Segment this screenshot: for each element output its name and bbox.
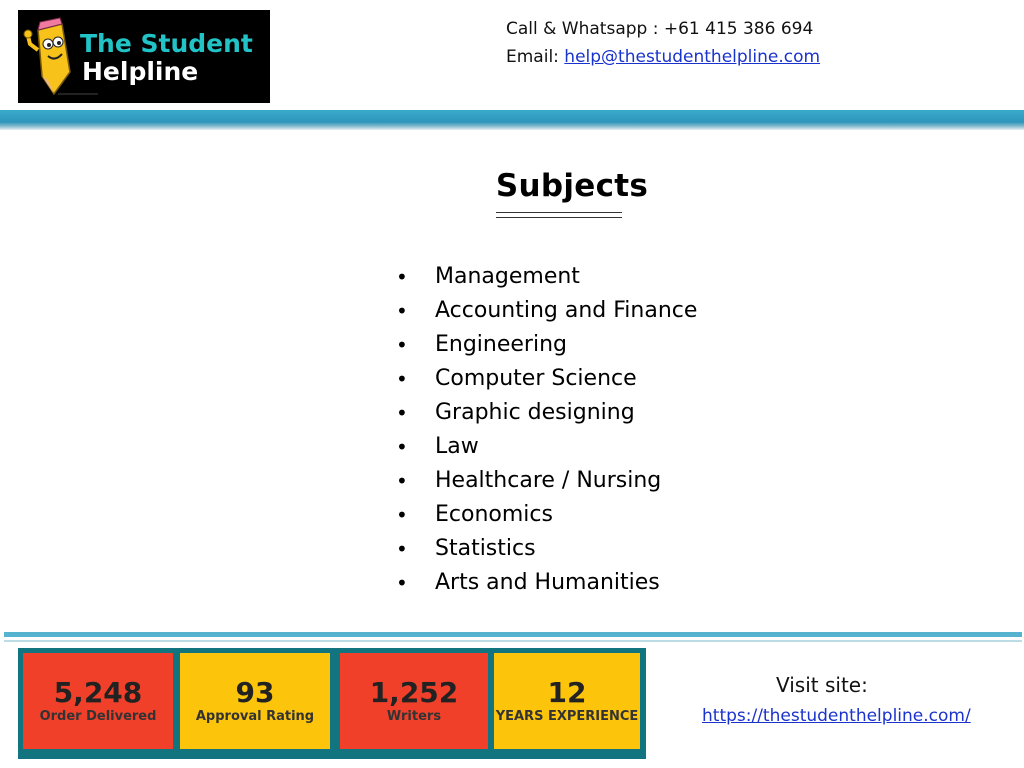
list-item (396, 396, 697, 430)
stat-tile-approval (180, 653, 330, 749)
website-link[interactable]: https://thestudenthelpline.com/ (702, 706, 971, 726)
phone-text: Call & Whatsapp : +61 415 386 694 (506, 19, 814, 39)
stat-label: Writers (386, 709, 442, 724)
subjects-list (396, 260, 697, 600)
list-item (396, 464, 697, 498)
stat-label: Order Delivered (39, 709, 157, 724)
subject-label: Management (435, 264, 580, 289)
logo-subtitle: Helpline (82, 57, 199, 86)
subject-label: Economics (435, 502, 553, 527)
contact-info (506, 15, 820, 71)
page-title: Subjects (495, 168, 649, 204)
email-line (506, 43, 820, 71)
title-underline (496, 212, 622, 218)
subject-label: Engineering (435, 332, 567, 357)
bullet-icon: • (396, 435, 408, 459)
subject-label: Statistics (435, 536, 536, 561)
bullet-icon: • (396, 265, 408, 289)
subject-label: Accounting and Finance (435, 298, 698, 323)
subject-label: Computer Science (435, 366, 637, 391)
list-item (396, 328, 697, 362)
bullet-icon: • (396, 571, 408, 595)
bullet-icon: • (396, 333, 408, 357)
subject-label: Healthcare / Nursing (435, 468, 662, 493)
email-label: Email: (506, 47, 565, 67)
subject-label: Arts and Humanities (435, 570, 660, 595)
bullet-icon: • (396, 299, 408, 323)
footer-divider-thin (4, 640, 1022, 642)
list-item (396, 362, 697, 396)
stat-value: 1,252 (369, 676, 459, 709)
stat-value: 12 (547, 676, 587, 709)
list-item (396, 260, 697, 294)
stat-tile-orders (23, 653, 173, 749)
footer-divider (4, 632, 1022, 637)
stat-value: 5,248 (53, 676, 143, 709)
bullet-icon: • (396, 401, 408, 425)
subject-label: Graphic designing (435, 400, 635, 425)
list-item (396, 498, 697, 532)
list-item (396, 532, 697, 566)
logo-text (80, 30, 253, 86)
stat-label: YEARS EXPERIENCE (495, 709, 639, 724)
email-link[interactable]: help@thestudenthelpline.com (564, 47, 821, 67)
list-item (396, 294, 697, 328)
list-item (396, 566, 697, 600)
header-divider-band (0, 110, 1024, 130)
logo[interactable] (18, 10, 270, 103)
stat-tile-experience (494, 653, 640, 749)
bullet-icon: • (396, 367, 408, 391)
stats-banner (18, 648, 646, 759)
bullet-icon: • (396, 537, 408, 561)
bullet-icon: • (396, 503, 408, 527)
stat-label: Approval Rating (195, 709, 315, 724)
stat-tile-writers (340, 653, 488, 749)
bullet-icon: • (396, 469, 408, 493)
list-item (396, 430, 697, 464)
visit-site-label: Visit site: (776, 673, 868, 697)
subject-label: Law (435, 434, 479, 459)
logo-title: The Student (80, 29, 253, 58)
stat-value: 93 (235, 676, 275, 709)
